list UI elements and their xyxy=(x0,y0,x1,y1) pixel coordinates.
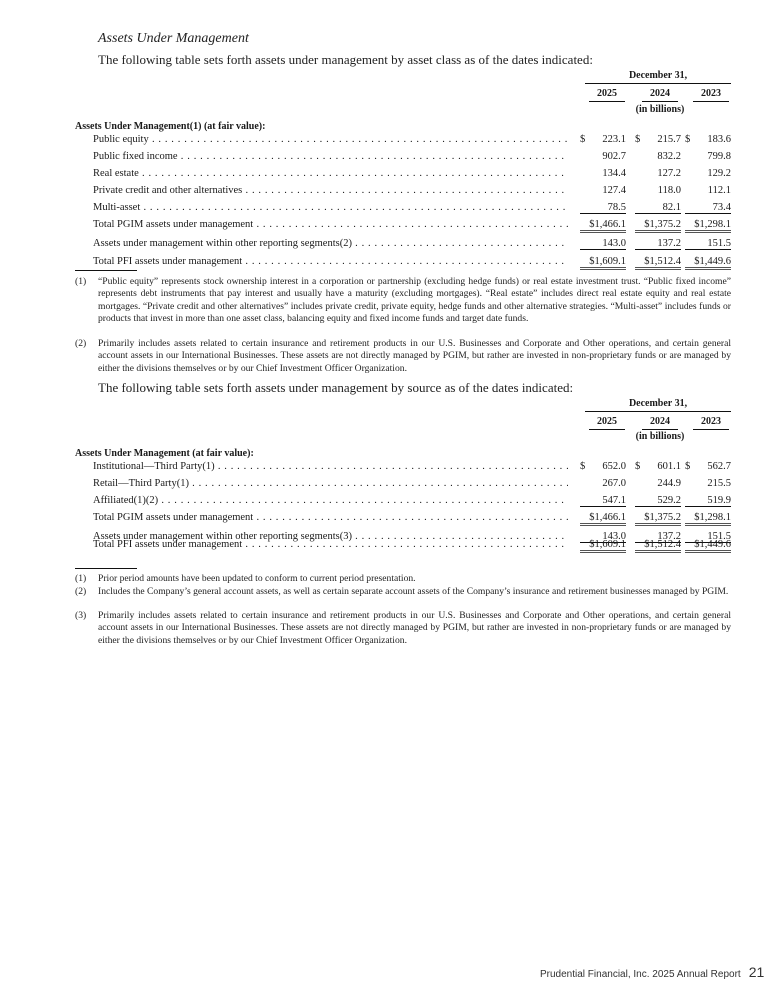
value-2025: $1,466.1 xyxy=(580,512,626,526)
dollar-sign: $ xyxy=(580,461,586,472)
value-2025: 143.0 xyxy=(580,238,626,250)
table1-section-label: Assets Under Management(1) (at fair value): xyxy=(75,121,266,132)
table-row xyxy=(75,478,731,492)
table2-period-header: December 31, xyxy=(585,398,731,412)
dollar-sign: $ xyxy=(635,134,641,145)
value-2024: 832.2 xyxy=(657,151,681,162)
page-footer xyxy=(540,964,764,980)
value-2023: $1,298.1 xyxy=(685,219,731,233)
table-row xyxy=(75,134,731,148)
table2-section-label: Assets Under Management (at fair value): xyxy=(75,448,254,459)
row-label: Multi-asset . . . xyxy=(93,202,568,213)
value-2025: 127.4 xyxy=(602,185,626,196)
value-2023: 151.5 xyxy=(685,531,731,543)
table-row-total xyxy=(75,512,731,526)
table-row xyxy=(75,461,731,475)
row-label: Total PGIM assets under management . . . xyxy=(93,512,568,523)
value-2024: 82.1 xyxy=(635,202,681,214)
value-2025: $1,609.1 xyxy=(580,256,626,270)
table-row xyxy=(75,151,731,165)
table2-year-2024: 2024 xyxy=(642,416,678,430)
page-number: 21 xyxy=(748,964,765,980)
footnote-text: “Public equity” represents stock ownership interest in a corporation or partnership (excluding hedge funds) or real estate investment trust. “Public fixed income” represents debt instruments that pay interest and usually have a maturity (excluding mortgages). “Real estate” includes direct real estate equity and real estate mortgages. “Private credit and other alternatives” includes private credit, private equity, hedge funds and other alternative strategies. “Multi-asset” includes funds or products that invest in more than one asset class, balancing equity and fixed income funds and target date funds. xyxy=(98,276,731,325)
footnote-number: (3) xyxy=(75,610,87,621)
value-2025: $1,609.1 xyxy=(580,539,626,553)
value-2023: 799.8 xyxy=(707,151,731,162)
footnote-number: (2) xyxy=(75,586,87,597)
value-2024: $1,512.4 xyxy=(635,256,681,270)
row-label: Total PGIM assets under management . . . xyxy=(93,219,568,230)
value-2025: $1,466.1 xyxy=(580,219,626,233)
footnote-text: Prior period amounts have been updated to conform to current period presentation. xyxy=(98,573,416,584)
value-2025: 547.1 xyxy=(580,495,626,507)
footnote-text: Primarily includes assets related to certain insurance and retirement products in our U.S. Businesses and Corporate and Other operations, and certain general account assets in our International Businesses. These assets are not directly managed by PGIM, but rather are invested in non-proprietary funds or are managed by either the divisions themselves or by our Chief Investment Officer Organization. xyxy=(98,338,731,374)
value-2024: 244.9 xyxy=(657,478,681,489)
table-row xyxy=(75,238,731,252)
row-label: Public fixed income . . . xyxy=(93,151,568,162)
value-2024: 137.2 xyxy=(635,531,681,543)
footer-text: Prudential Financial, Inc. 2025 Annual Report xyxy=(540,969,741,980)
value-2025: 902.7 xyxy=(602,151,626,162)
row-label: Institutional—Third Party(1) . . . xyxy=(93,461,568,472)
footnote-divider xyxy=(75,270,137,271)
value-2024: $1,512.4 xyxy=(635,539,681,553)
value-2023: 151.5 xyxy=(685,238,731,250)
table-row-total xyxy=(75,256,731,270)
value-2025: 652.0 xyxy=(602,461,626,472)
table-row xyxy=(75,185,731,199)
value-2023: $1,449.6 xyxy=(685,256,731,270)
value-2023: 112.1 xyxy=(707,185,731,196)
table-row-total xyxy=(75,219,731,233)
row-label: Affiliated(1)(2) . . . xyxy=(93,495,568,506)
row-label: Public equity . . . xyxy=(93,134,568,145)
value-2023: 562.7 xyxy=(707,461,731,472)
table2-year-2025: 2025 xyxy=(589,416,625,430)
footnote-text: Primarily includes assets related to certain insurance and retirement products in our U.S. Businesses and Corporate and Other operations, and certain general account assets in our International Businesses. These assets are not directly managed by PGIM, but rather are invested in non-proprietary funds or are managed by either the divisions themselves or by our Chief Investment Officer Organization. xyxy=(98,610,731,646)
value-2025: 78.5 xyxy=(580,202,626,214)
value-2024: 215.7 xyxy=(657,134,681,145)
value-2023: 183.6 xyxy=(707,134,731,145)
value-2024: 127.2 xyxy=(657,168,681,179)
value-2024: 601.1 xyxy=(657,461,681,472)
dollar-sign: $ xyxy=(580,134,586,145)
dollar-sign: $ xyxy=(685,134,691,145)
value-2023: 519.9 xyxy=(685,495,731,507)
footnote-text: Includes the Company’s general account assets, as well as certain separate account assets of the Company’s insurance and retirement businesses managed by PGIM. xyxy=(98,586,729,597)
footnote xyxy=(75,573,731,585)
table-row xyxy=(75,495,731,509)
footnote xyxy=(75,610,731,647)
footnote-number: (1) xyxy=(75,573,87,584)
table-row xyxy=(75,168,731,182)
row-label: Private credit and other alternatives . . . xyxy=(93,185,568,196)
footnote xyxy=(75,276,731,326)
row-label: Total PFI assets under management . . . xyxy=(93,539,568,550)
section-title: Assets Under Management xyxy=(98,31,249,46)
value-2024: 529.2 xyxy=(635,495,681,507)
value-2025: 223.1 xyxy=(602,134,626,145)
table-row-total xyxy=(75,539,731,553)
value-2024: 137.2 xyxy=(635,238,681,250)
table-row xyxy=(75,202,731,216)
value-2023: $1,449.6 xyxy=(685,539,731,553)
footnote-number: (1) xyxy=(75,276,87,287)
value-2025: 143.0 xyxy=(580,531,626,543)
value-2023: 215.5 xyxy=(707,478,731,489)
table1-year-2025: 2025 xyxy=(589,88,625,102)
footnote-divider xyxy=(75,568,137,569)
value-2025: 267.0 xyxy=(602,478,626,489)
table2-unit: (in billions) xyxy=(635,431,685,442)
dollar-sign: $ xyxy=(635,461,641,472)
row-label: Assets under management within other reporting segments(3) . . . xyxy=(93,531,568,542)
dollar-sign: $ xyxy=(685,461,691,472)
row-label: Assets under management within other reporting segments(2) . . . xyxy=(93,238,568,249)
row-label: Retail—Third Party(1) . . . xyxy=(93,478,568,489)
value-2024: $1,375.2 xyxy=(635,219,681,233)
footnote-number: (2) xyxy=(75,338,87,349)
value-2023: 129.2 xyxy=(707,168,731,179)
row-label: Real estate . . . xyxy=(93,168,568,179)
value-2024: 118.0 xyxy=(657,185,681,196)
table1-year-2024: 2024 xyxy=(642,88,678,102)
value-2023: $1,298.1 xyxy=(685,512,731,526)
table2-intro: The following table sets forth assets under management by source as of the dates indicated: xyxy=(98,380,574,395)
table1-intro: The following table sets forth assets under management by asset class as of the dates indicated: xyxy=(98,52,593,67)
footnote xyxy=(75,586,731,598)
table1-period-header: December 31, xyxy=(585,70,731,84)
table1-year-2023: 2023 xyxy=(693,88,729,102)
table1-unit: (in billions) xyxy=(635,104,685,115)
table2-year-2023: 2023 xyxy=(693,416,729,430)
value-2023: 73.4 xyxy=(685,202,731,214)
value-2024: $1,375.2 xyxy=(635,512,681,526)
footnote xyxy=(75,338,731,375)
row-label: Total PFI assets under management . . . xyxy=(93,256,568,267)
value-2025: 134.4 xyxy=(602,168,626,179)
